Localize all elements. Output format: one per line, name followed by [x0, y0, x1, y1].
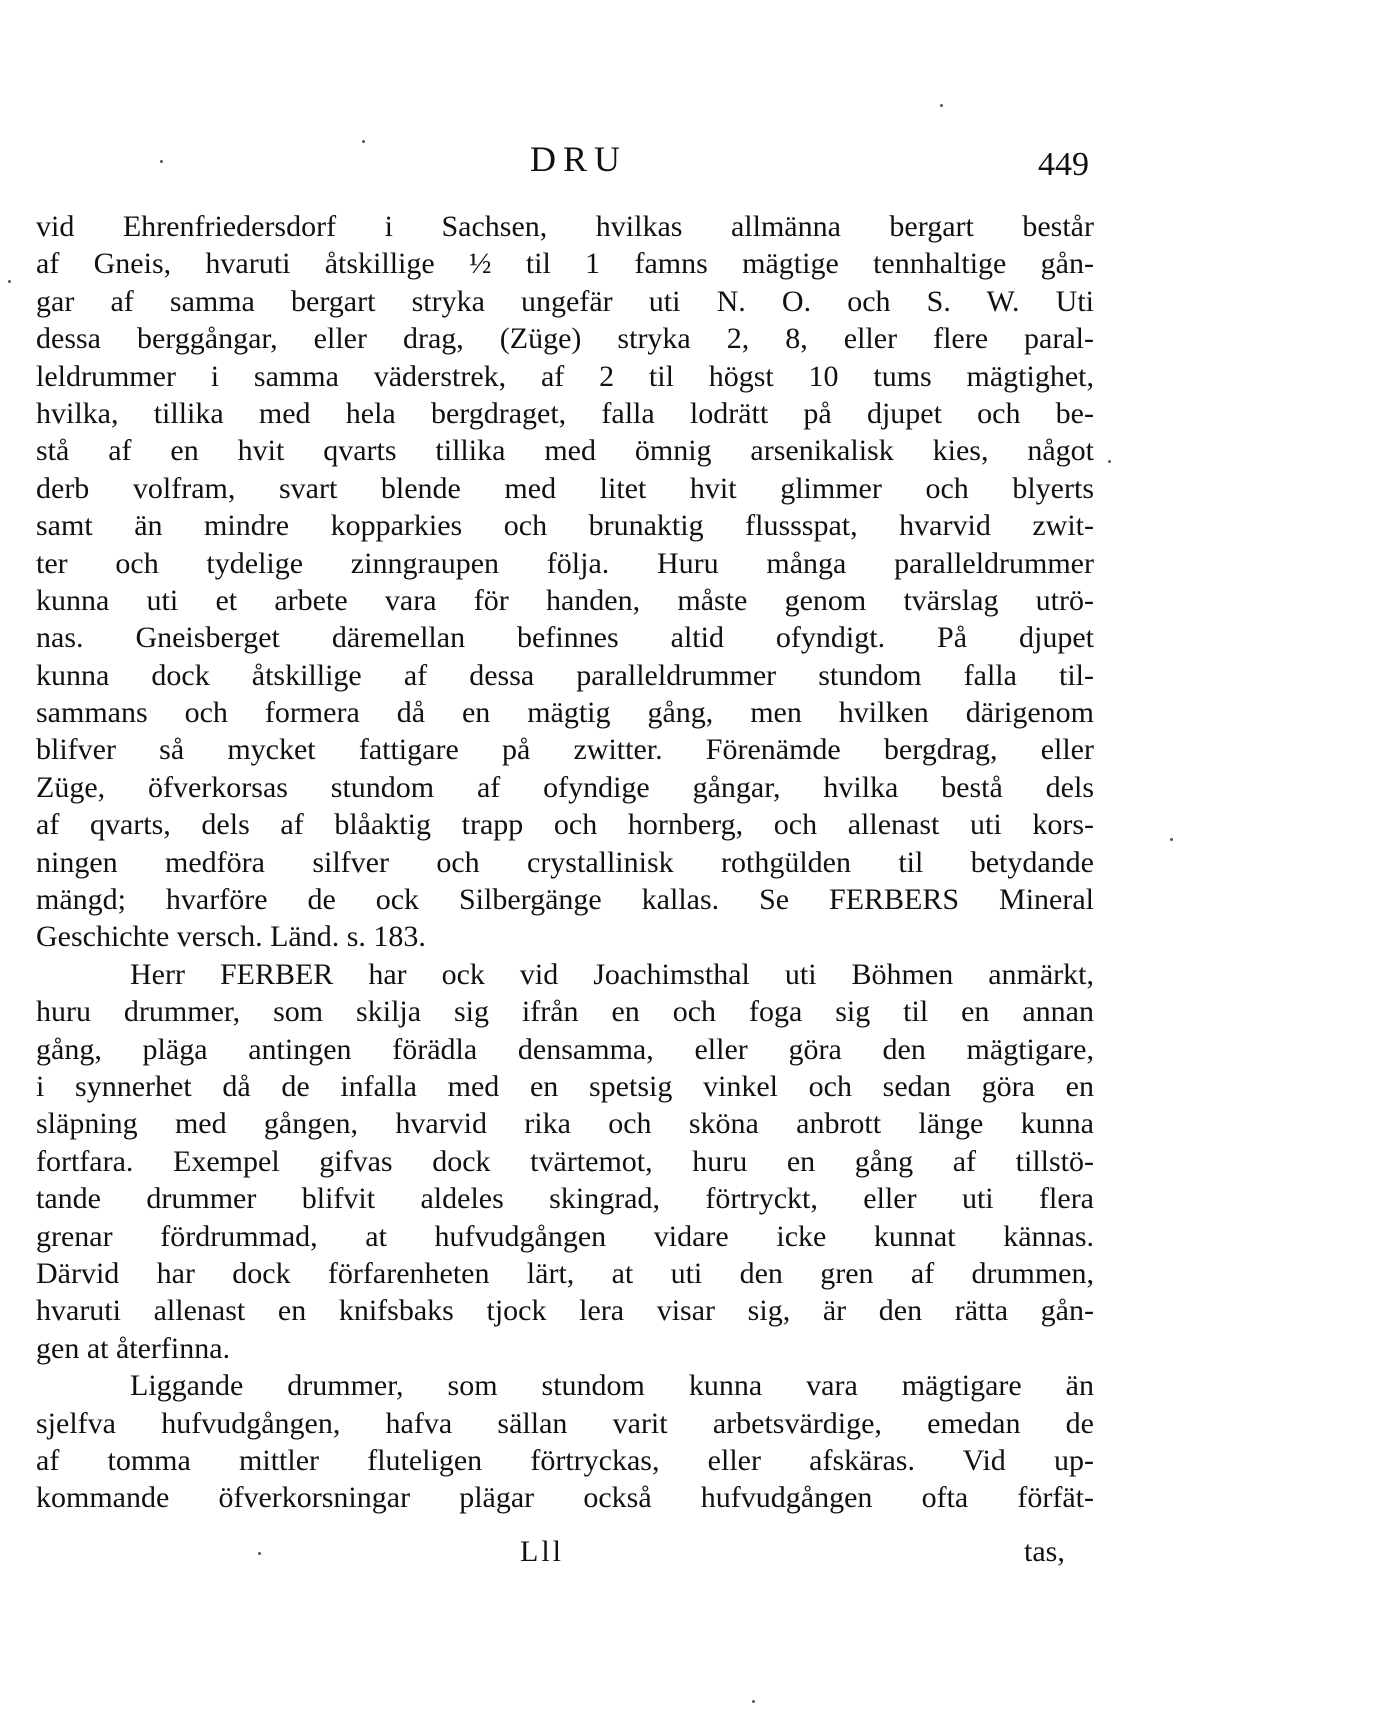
text-line: kunna dock åtskillige af dessa paralleldrummer stundom falla til- — [36, 658, 1094, 692]
body-text — [36, 208, 1094, 1517]
text-line: tande drummer blifvit aldeles skingrad, förtryckt, eller uti flera — [36, 1182, 1094, 1216]
text-line: stå af en hvit qvarts tillika med ömnig arsenikalisk kies, något — [36, 434, 1094, 468]
running-head-title: DRU — [530, 139, 628, 179]
text-line: af qvarts, dels af blåaktig trapp och hornberg, och allenast uti kors- — [36, 808, 1094, 842]
print-speck — [752, 1700, 755, 1703]
text-line: Geschichte versch. Länd. s. 183. — [36, 920, 426, 954]
text-line: kunna uti et arbete vara för handen, måste genom tvärslag utrö- — [36, 583, 1094, 617]
print-speck — [940, 104, 943, 107]
text-line: ningen medföra silfver och crystallinisk rothgülden til betydande — [36, 845, 1094, 879]
text-line: vid Ehrenfriedersdorf i Sachsen, hvilkas allmänna bergart består — [36, 210, 1094, 243]
text-line: nas. Gneisberget däremellan befinnes altid ofyndigt. På djupet — [36, 621, 1094, 655]
text-line: gång, pläga antingen förädla densamma, eller göra den mägtigare, — [36, 1032, 1094, 1066]
text-line: sammans och formera då en mägtig gång, men hvilken därigenom — [36, 696, 1094, 730]
text-line: gen at återfinna. — [36, 1331, 231, 1365]
text-line: samt än mindre kopparkies och brunaktig flussspat, hvarvid zwit- — [36, 509, 1094, 543]
text-line: sjelfva hufvudgången, hafva sällan varit arbetsvärdige, emedan de — [36, 1406, 1094, 1440]
text-line: i synnerhet då de infalla med en spetsig vinkel och sedan göra en — [36, 1069, 1094, 1103]
running-head — [0, 138, 1400, 188]
signature-mark: Lll — [520, 1535, 564, 1568]
print-speck — [1170, 838, 1173, 841]
text-line: leldrummer i samma väderstrek, af 2 til högst 10 tums mägtighet, — [36, 359, 1094, 393]
text-line: grenar fördrummad, at hufvudgången vidare icke kunnat kännas. — [36, 1219, 1094, 1253]
text-line: hvaruti allenast en knifsbaks tjock lera visar sig, är den rätta gån- — [36, 1294, 1094, 1328]
page-footer — [0, 1535, 1400, 1579]
page-number: 449 — [1038, 146, 1089, 183]
text-line: kommande öfverkorsningar plägar också hufvudgången ofta förfät- — [36, 1481, 1094, 1515]
text-line: fortfara. Exempel gifvas dock tvärtemot, huru en gång af tillstö- — [36, 1144, 1094, 1178]
text-line: släpning med gången, hvarvid rika och sköna anbrott länge kunna — [36, 1107, 1094, 1141]
text-line: Därvid har dock förfarenheten lärt, at uti den gren af drummen, — [36, 1256, 1094, 1290]
text-line: blifver så mycket fattigare på zwitter. Förenämde bergdrag, eller — [36, 733, 1094, 767]
text-line: Liggande drummer, som stundom kunna vara mägtigare än — [130, 1369, 1094, 1403]
text-line: dessa berggångar, eller drag, (Züge) stryka 2, 8, eller flere paral- — [36, 322, 1094, 356]
print-speck — [160, 160, 163, 163]
catchword: tas, — [1024, 1535, 1065, 1568]
print-speck — [1108, 460, 1111, 463]
print-speck — [258, 1552, 261, 1555]
print-speck — [362, 140, 365, 143]
text-line: Züge, öfverkorsas stundom af ofyndige gångar, hvilka bestå dels — [36, 770, 1094, 804]
text-line: huru drummer, som skilja sig ifrån en och foga sig til en annan — [36, 995, 1094, 1029]
text-line: gar af samma bergart stryka ungefär uti N. O. och S. W. Uti — [36, 284, 1094, 318]
text-line: af Gneis, hvaruti åtskillige ½ til 1 famns mägtige tennhaltige gån- — [36, 247, 1094, 281]
text-line: mängd; hvarföre de ock Silbergänge kallas. Se FERBERS Mineral — [36, 883, 1094, 917]
text-line: af tomma mittler fluteligen förtryckas, eller afskäras. Vid up- — [36, 1443, 1094, 1477]
text-line: Herr FERBER har ock vid Joachimsthal uti Böhmen anmärkt, — [130, 957, 1094, 991]
text-line: ter och tydelige zinngraupen följa. Huru många paralleldrummer — [36, 546, 1094, 580]
print-speck — [8, 280, 11, 283]
text-line: derb volfram, svart blende med litet hvit glimmer och blyerts — [36, 471, 1094, 505]
text-line: hvilka, tillika med hela bergdraget, falla lodrätt på djupet och be- — [36, 396, 1094, 430]
